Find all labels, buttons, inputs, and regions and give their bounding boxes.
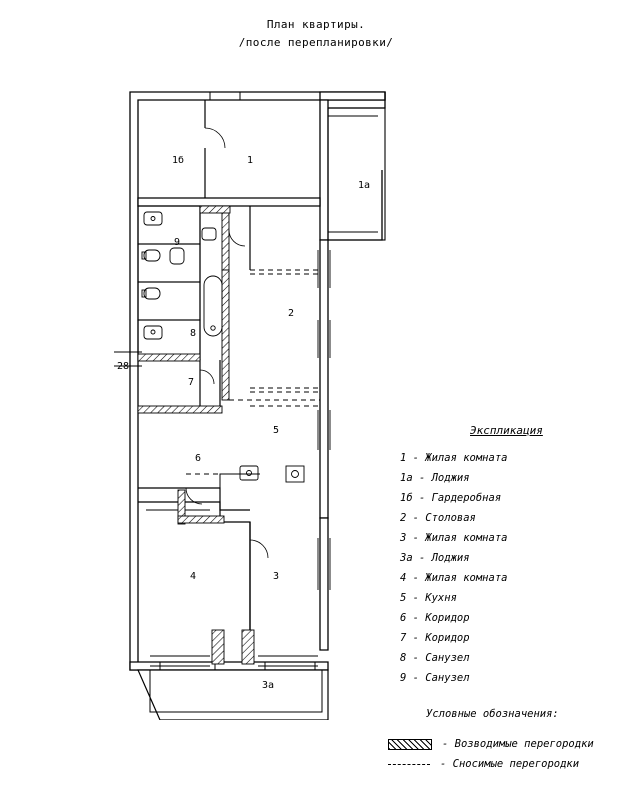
- symbol-label: - Сносимые перегородки: [440, 758, 580, 770]
- room-label-4: 4: [190, 571, 197, 582]
- hatch-swatch-icon: [388, 739, 432, 750]
- dashed-swatch-icon: [388, 760, 430, 769]
- explication-item: 7 - Коридор: [400, 632, 470, 644]
- explication-item: 4 - Жилая комната: [400, 572, 508, 584]
- symbols-heading: Условные обозначения:: [426, 708, 559, 720]
- room-label-2: 2: [288, 308, 295, 319]
- room-label-6: 6: [195, 453, 202, 464]
- explication-item: 8 - Санузел: [400, 652, 470, 664]
- room-label-1a: 1а: [358, 180, 371, 191]
- explication-item: 5 - Кухня: [400, 592, 457, 604]
- room-label-3a: 3а: [262, 680, 275, 691]
- room-label-5: 5: [273, 425, 280, 436]
- room-label-9: 9: [174, 237, 181, 248]
- explication-heading: Экспликация: [470, 424, 543, 437]
- room-label-1b: 1б: [172, 155, 185, 166]
- symbol-label: - Возводимые перегородки: [442, 738, 594, 750]
- explication-item: 2 - Столовая: [400, 512, 476, 524]
- explication-item: 1б - Гардеробная: [400, 492, 502, 504]
- explication-item: 6 - Коридор: [400, 612, 470, 624]
- room-label-28: 28: [117, 361, 130, 372]
- plan-title-line2: /после перепланировки/: [238, 36, 394, 49]
- apartment-floor-plan: [90, 70, 420, 720]
- room-label-7: 7: [188, 377, 195, 388]
- demolished-partitions: [186, 270, 320, 474]
- room-label-3: 3: [273, 571, 280, 582]
- room-label-1: 1: [247, 155, 254, 166]
- symbols-legend: [388, 708, 618, 774]
- room-label-8: 8: [190, 328, 197, 339]
- explication-item: 3а - Лоджия: [400, 552, 470, 564]
- new-partitions: [138, 206, 254, 664]
- symbol-row-demolished-partition: [388, 754, 618, 774]
- explication-item: 3 - Жилая комната: [400, 532, 508, 544]
- plan-title-line1: План квартиры.: [266, 18, 366, 31]
- explication-legend: [398, 424, 608, 688]
- explication-item: 1а - Лоджия: [400, 472, 470, 484]
- explication-item: 9 - Санузел: [400, 672, 470, 684]
- symbol-row-new-partition: [388, 734, 618, 754]
- explication-item: 1 - Жилая комната: [400, 452, 508, 464]
